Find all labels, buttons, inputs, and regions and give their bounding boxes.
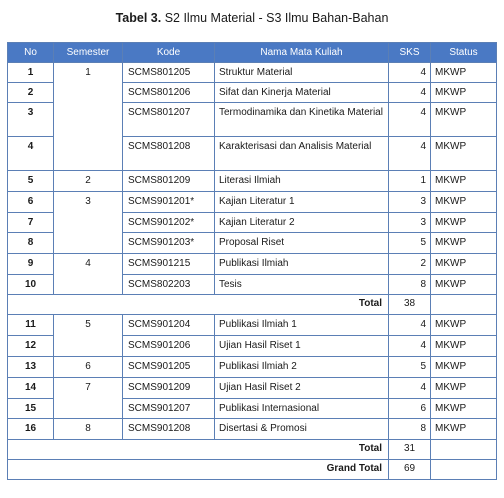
header-kode: Kode	[123, 43, 215, 63]
cell-kode: SCMS802203	[123, 275, 215, 295]
cell-status: MKWP	[431, 357, 497, 378]
cell-semester: 2	[54, 171, 123, 192]
total-row	[8, 440, 497, 460]
cell-nama: Ujian Hasil Riset 1	[215, 336, 389, 357]
cell-nama: Tesis	[215, 275, 389, 295]
table-row	[8, 357, 497, 378]
cell-sks: 5	[389, 233, 431, 254]
cell-status: MKWP	[431, 137, 497, 171]
cell-nama: Karakterisasi dan Analisis Material	[215, 137, 389, 171]
cell-no: 14	[8, 378, 54, 399]
cell-kode: SCMS901205	[123, 357, 215, 378]
total-label: Total	[8, 295, 389, 315]
cell-kode: SCMS901208	[123, 419, 215, 440]
cell-nama: Publikasi Ilmiah 2	[215, 357, 389, 378]
header-no: No	[8, 43, 54, 63]
cell-kode: SCMS901202*	[123, 213, 215, 233]
cell-kode: SCMS901204	[123, 315, 215, 336]
cell-kode: SCMS901201*	[123, 192, 215, 213]
cell-sks: 2	[389, 254, 431, 275]
cell-nama: Disertasi & Promosi	[215, 419, 389, 440]
cell-semester: 6	[54, 357, 123, 378]
cell-semester: 1	[54, 63, 123, 171]
cell-status: MKWP	[431, 336, 497, 357]
total-blank	[431, 295, 497, 315]
course-table	[7, 42, 497, 480]
cell-kode: SCMS901206	[123, 336, 215, 357]
cell-sks: 4	[389, 63, 431, 83]
cell-status: MKWP	[431, 63, 497, 83]
cell-status: MKWP	[431, 378, 497, 399]
cell-kode: SCMS801206	[123, 83, 215, 103]
cell-nama: Sifat dan Kinerja Material	[215, 83, 389, 103]
cell-nama: Kajian Literatur 2	[215, 213, 389, 233]
cell-no: 2	[8, 83, 54, 103]
cell-no: 8	[8, 233, 54, 254]
cell-status: MKWP	[431, 399, 497, 419]
cell-no: 15	[8, 399, 54, 419]
cell-sks: 8	[389, 275, 431, 295]
cell-sks: 8	[389, 419, 431, 440]
cell-kode: SCMS901203*	[123, 233, 215, 254]
cell-sks: 4	[389, 378, 431, 399]
cell-nama: Publikasi Internasional	[215, 399, 389, 419]
total-label: Total	[8, 440, 389, 460]
cell-no: 7	[8, 213, 54, 233]
cell-sks: 4	[389, 315, 431, 336]
cell-kode: SCMS901207	[123, 399, 215, 419]
cell-status: MKWP	[431, 83, 497, 103]
table-caption	[0, 11, 504, 25]
cell-status: MKWP	[431, 192, 497, 213]
cell-nama: Termodinamika dan Kinetika Material	[215, 103, 389, 137]
grand-total-value: 69	[389, 460, 431, 480]
cell-sks: 1	[389, 171, 431, 192]
cell-semester: 3	[54, 192, 123, 254]
cell-status: MKWP	[431, 419, 497, 440]
cell-sks: 3	[389, 213, 431, 233]
grand-total-blank	[431, 460, 497, 480]
cell-no: 9	[8, 254, 54, 275]
cell-sks: 4	[389, 103, 431, 137]
cell-status: MKWP	[431, 275, 497, 295]
grand-total-row	[8, 460, 497, 480]
total-row	[8, 295, 497, 315]
cell-sks: 6	[389, 399, 431, 419]
cell-sks: 5	[389, 357, 431, 378]
cell-status: MKWP	[431, 213, 497, 233]
cell-semester: 5	[54, 315, 123, 357]
cell-sks: 4	[389, 83, 431, 103]
cell-no: 5	[8, 171, 54, 192]
table-row	[8, 192, 497, 213]
table-row	[8, 254, 497, 275]
table-row	[8, 315, 497, 336]
cell-no: 13	[8, 357, 54, 378]
cell-status: MKWP	[431, 233, 497, 254]
cell-sks: 3	[389, 192, 431, 213]
cell-semester: 8	[54, 419, 123, 440]
cell-kode: SCMS801209	[123, 171, 215, 192]
cell-status: MKWP	[431, 103, 497, 137]
cell-no: 16	[8, 419, 54, 440]
cell-no: 6	[8, 192, 54, 213]
cell-no: 4	[8, 137, 54, 171]
table-row	[8, 63, 497, 83]
header-sks: SKS	[389, 43, 431, 63]
cell-kode: SCMS901209	[123, 378, 215, 399]
total-value: 38	[389, 295, 431, 315]
grand-total-label: Grand Total	[8, 460, 389, 480]
cell-sks: 4	[389, 336, 431, 357]
cell-nama: Proposal Riset	[215, 233, 389, 254]
cell-nama: Literasi Ilmiah	[215, 171, 389, 192]
cell-no: 12	[8, 336, 54, 357]
cell-no: 1	[8, 63, 54, 83]
cell-nama: Publikasi Ilmiah	[215, 254, 389, 275]
header-row	[8, 43, 497, 63]
cell-no: 11	[8, 315, 54, 336]
cell-nama: Publikasi Ilmiah 1	[215, 315, 389, 336]
cell-sks: 4	[389, 137, 431, 171]
cell-no: 3	[8, 103, 54, 137]
cell-kode: SCMS801208	[123, 137, 215, 171]
total-blank	[431, 440, 497, 460]
cell-status: MKWP	[431, 254, 497, 275]
table-row	[8, 378, 497, 399]
header-status: Status	[431, 43, 497, 63]
caption-label: Tabel 3.	[115, 11, 162, 25]
cell-status: MKWP	[431, 315, 497, 336]
cell-kode: SCMS801205	[123, 63, 215, 83]
table-row	[8, 171, 497, 192]
cell-kode: SCMS901215	[123, 254, 215, 275]
total-value: 31	[389, 440, 431, 460]
header-semester: Semester	[54, 43, 123, 63]
header-nama: Nama Mata Kuliah	[215, 43, 389, 63]
cell-semester: 4	[54, 254, 123, 295]
cell-nama: Struktur Material	[215, 63, 389, 83]
cell-status: MKWP	[431, 171, 497, 192]
table-row	[8, 419, 497, 440]
cell-nama: Kajian Literatur 1	[215, 192, 389, 213]
cell-no: 10	[8, 275, 54, 295]
caption-text: S2 Ilmu Material - S3 Ilmu Bahan-Bahan	[164, 11, 389, 25]
cell-kode: SCMS801207	[123, 103, 215, 137]
cell-nama: Ujian Hasil Riset 2	[215, 378, 389, 399]
cell-semester: 7	[54, 378, 123, 419]
